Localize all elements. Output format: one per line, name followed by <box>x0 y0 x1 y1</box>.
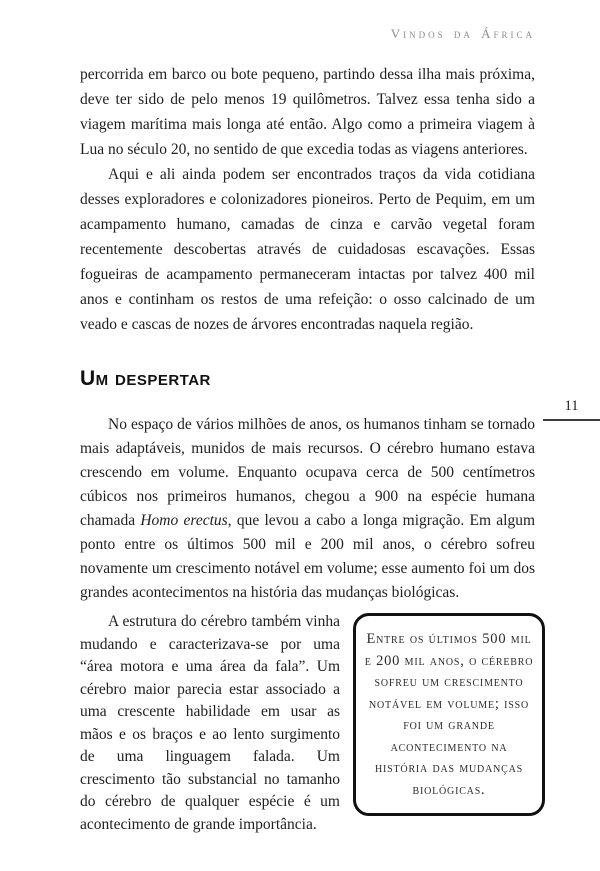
pull-quote-text: Entre os últimos 500 mil e 200 mil anos, o cérebro sofreu um crescimento notável em volume; isso foi um grande acontecimento na história das mudanças biológicas. <box>364 631 534 798</box>
running-header-title: Vindos da África <box>390 26 535 41</box>
paragraph: Aqui e ali ainda podem ser encontrados traços da vida cotidiana desses exploradores e colonizadores pioneiros. Perto de Pequim, em um acampamento humano, camadas de cinza e carvão vegetal foram recentemente descobertas através de cuidadosas escavações. Essas fogueiras de acampamento permaneceram intactas por talvez 400 mil anos e continham os restos de uma refeição: o osso calcinado de um veado e cascas de nozes de árvores encontradas naquela região. <box>80 166 535 333</box>
paragraph-text: , que levou a cabo a longa migração. Em algum ponto entre os últimos 500 mil e 200 mil anos, o cérebro sofreu novamente um crescimento notável em volume; esse aumento foi um dos grandes acontecimentos na história das mudanças biológicas. <box>80 512 536 601</box>
page-number-value: 11 <box>564 398 579 414</box>
section-heading: Um despertar <box>80 367 211 390</box>
species-name-italic: Homo erectus <box>140 512 228 529</box>
paragraph: A estrutura do cérebro também vinha mudando e caracterizava-se por uma “área motora e uma área da fala”. Um cérebro maior parecia estar associado a uma crescente habilidade em usar as mãos e os braços e ao lento surgimento de uma linguagem falada. Um crescimento tão substancial no tamanho do cérebro de qualquer espécie é um acontecimento de grande importância. <box>80 613 340 833</box>
paragraph-continued: percorrida em barco ou bote pequeno, partindo dessa ilha mais próxima, deve ter sido de pelo menos 19 quilômetros. Talvez essa tenha sido a viagem marítima mais longa até então. Algo como a primeira viagem à Lua no século 20, no sentido de que excedia todas as viagens anteriores. <box>80 66 535 158</box>
page-number <box>543 398 600 421</box>
paragraph-text: No espaço de vários milhões de anos, os humanos tinham se tornado mais adaptáveis, munidos de mais recursos. O cérebro humano estava crescendo em volume. Enquanto ocupava cerca de 500 centímetros cúbicos nos primeiros humanos, chegou a 900 na espécie humana chamada <box>80 416 535 529</box>
pull-quote-box <box>353 613 545 816</box>
paragraph <box>80 413 535 605</box>
text-with-pull-quote-row <box>80 611 535 836</box>
